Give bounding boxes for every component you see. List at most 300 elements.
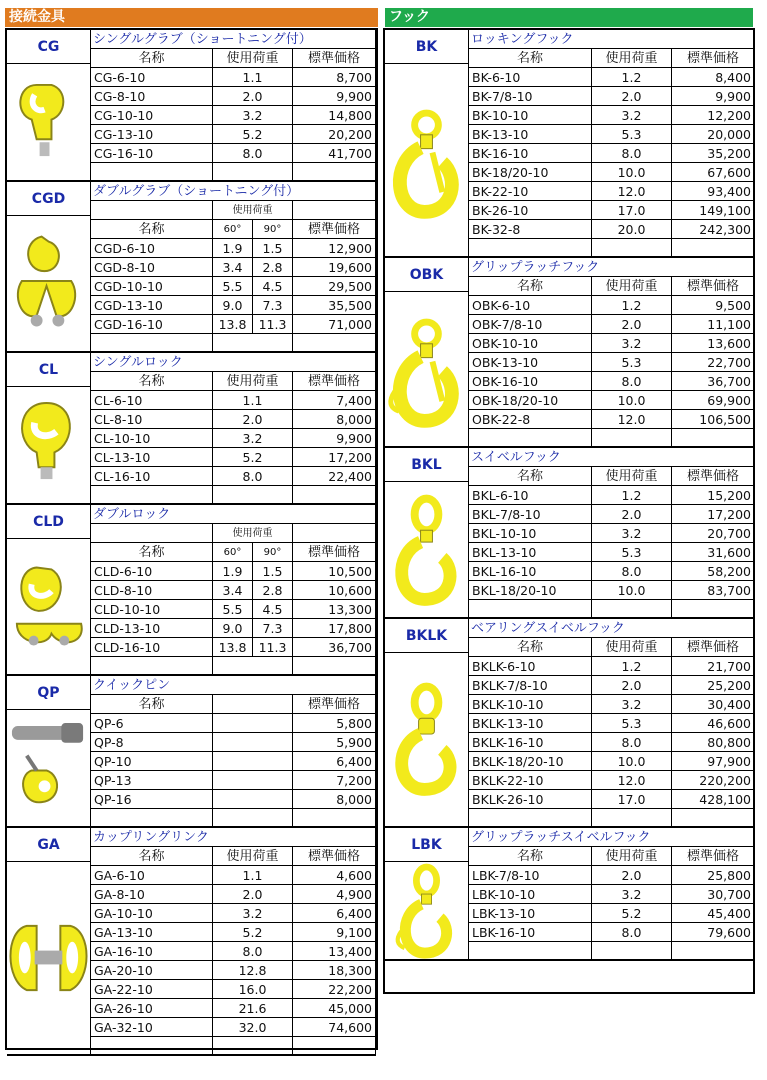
table-row-name: CGD-10-10 <box>91 277 213 296</box>
table-row-price: 9,900 <box>293 87 376 106</box>
table-row-name: BKL-16-10 <box>469 562 592 581</box>
table-row-price: 8,000 <box>293 410 376 429</box>
table-row-price: 17,800 <box>293 619 376 638</box>
table-row-blank <box>293 334 376 353</box>
table-row-name: BKLK-6-10 <box>469 657 592 676</box>
header-name: 名称 <box>91 695 213 714</box>
table-row-name: GA-20-10 <box>91 961 213 980</box>
table-row-blank <box>91 809 213 828</box>
table-row-blank <box>91 163 213 182</box>
table-row-price: 36,700 <box>672 372 755 391</box>
table-row-price: 29,500 <box>293 277 376 296</box>
table-row-price: 106,500 <box>672 410 755 429</box>
header-blank <box>293 201 376 220</box>
table-row-price: 20,000 <box>672 125 755 144</box>
table-row-price: 5,800 <box>293 714 376 733</box>
table-row-name: QP-8 <box>91 733 213 752</box>
table-row-name: CLD-8-10 <box>91 581 213 600</box>
header-load: 使用荷重 <box>213 847 293 866</box>
table-row-blank <box>213 163 293 182</box>
connectors-column <box>5 28 378 1050</box>
table-row-name: OBK-13-10 <box>469 353 592 372</box>
table-row-load: 10.0 <box>592 391 672 410</box>
table-row-load: 12.8 <box>213 961 293 980</box>
table-row-price: 31,600 <box>672 543 755 562</box>
table-row-name: GA-22-10 <box>91 980 213 999</box>
table-row-load: 8.0 <box>213 144 293 163</box>
table-row-name: LBK-13-10 <box>469 904 592 923</box>
table-row-name: CLD-13-10 <box>91 619 213 638</box>
table-row-blank <box>469 809 592 828</box>
product-section-cg <box>7 30 376 182</box>
table-row-price: 12,200 <box>672 106 755 125</box>
header-name: 名称 <box>91 372 213 391</box>
table-row-price: 35,500 <box>293 296 376 315</box>
table-row-blank <box>91 657 213 676</box>
product-section-bkl <box>385 448 753 619</box>
table-row-load: 3.2 <box>213 106 293 125</box>
table-row-price: 10,600 <box>293 581 376 600</box>
table-row-price: 25,800 <box>672 866 755 885</box>
product-section-cld <box>7 505 376 676</box>
table-row-load: 10.0 <box>592 163 672 182</box>
table-row-load-empty <box>213 733 293 752</box>
header-price: 標準価格 <box>293 543 376 562</box>
table-row-blank <box>293 486 376 505</box>
table-row-price: 41,700 <box>293 144 376 163</box>
table-row-name: CL-8-10 <box>91 410 213 429</box>
table-row-price: 25,200 <box>672 676 755 695</box>
table-row-price: 9,900 <box>672 87 755 106</box>
product-section-bk <box>385 30 753 258</box>
table-row-blank <box>213 657 293 676</box>
table-row-load: 17.0 <box>592 790 672 809</box>
table-row-price: 13,400 <box>293 942 376 961</box>
header-load: 使用荷重 <box>592 638 672 657</box>
table-row-load: 1.2 <box>592 657 672 676</box>
table-row-name: BKLK-10-10 <box>469 695 592 714</box>
header-connectors: 接続金具 <box>5 8 378 27</box>
table-row-price: 8,000 <box>293 790 376 809</box>
table-row-name: QP-13 <box>91 771 213 790</box>
table-row-name: OBK-18/20-10 <box>469 391 592 410</box>
product-code: BK <box>385 30 469 64</box>
header-name: 名称 <box>469 638 592 657</box>
header-load: 使用荷重 <box>592 277 672 296</box>
table-row-price: 45,400 <box>672 904 755 923</box>
table-row-load: 1.2 <box>592 68 672 87</box>
table-row-name: OBK-22-8 <box>469 410 592 429</box>
header-blank <box>91 524 213 543</box>
table-row-load-empty <box>213 714 293 733</box>
product-code: BKL <box>385 448 469 482</box>
table-row-name: GA-13-10 <box>91 923 213 942</box>
table-row-name: QP-6 <box>91 714 213 733</box>
table-row-name: BK-16-10 <box>469 144 592 163</box>
table-row-name: BKLK-13-10 <box>469 714 592 733</box>
table-row-price: 5,900 <box>293 733 376 752</box>
header-blank <box>293 524 376 543</box>
table-row-blank <box>672 600 755 619</box>
product-section-lbk <box>385 828 753 961</box>
table-row-load: 3.2 <box>592 334 672 353</box>
table-row-load: 12.0 <box>592 771 672 790</box>
table-row-load: 8.0 <box>592 733 672 752</box>
table-row-load: 3.2 <box>213 904 293 923</box>
table-row-blank <box>672 809 755 828</box>
table-row-load-90: 7.3 <box>253 296 293 315</box>
table-row-name: OBK-7/8-10 <box>469 315 592 334</box>
table-row-name: BK-32-8 <box>469 220 592 239</box>
header-price: 標準価格 <box>293 49 376 68</box>
table-row-load: 32.0 <box>213 1018 293 1037</box>
table-row-price: 12,900 <box>293 239 376 258</box>
table-row-load: 3.2 <box>592 524 672 543</box>
table-row-load: 3.2 <box>592 106 672 125</box>
lock-hook-icon <box>7 387 91 503</box>
table-row-price: 18,300 <box>293 961 376 980</box>
table-row-load-60: 13.8 <box>213 638 253 657</box>
table-row-name: OBK-6-10 <box>469 296 592 315</box>
table-row-name: BKL-7/8-10 <box>469 505 592 524</box>
table-row-price: 22,400 <box>293 467 376 486</box>
table-row-blank <box>469 429 592 448</box>
table-row-price: 242,300 <box>672 220 755 239</box>
table-row-load-60: 9.0 <box>213 296 253 315</box>
header-name: 名称 <box>91 49 213 68</box>
product-section-obk <box>385 258 753 448</box>
double-lock-hook-icon <box>7 539 91 674</box>
table-row-price: 74,600 <box>293 1018 376 1037</box>
table-row-blank <box>469 942 592 961</box>
table-row-name: CGD-6-10 <box>91 239 213 258</box>
table-row-load-90: 4.5 <box>253 277 293 296</box>
table-row-blank <box>672 429 755 448</box>
table-row-name: CG-10-10 <box>91 106 213 125</box>
table-row-price: 11,100 <box>672 315 755 334</box>
table-row-load-90: 2.8 <box>253 258 293 277</box>
product-title: ダブルグラブ（ショートニング付） <box>91 182 376 201</box>
product-title: クイックピン <box>91 676 376 695</box>
table-row-load: 8.0 <box>592 923 672 942</box>
table-row-load: 12.0 <box>592 182 672 201</box>
header-load: 使用荷重 <box>213 49 293 68</box>
table-row-name: BK-13-10 <box>469 125 592 144</box>
table-row-load: 17.0 <box>592 201 672 220</box>
table-row-price: 93,400 <box>672 182 755 201</box>
table-row-name: LBK-16-10 <box>469 923 592 942</box>
table-row-name: CG-16-10 <box>91 144 213 163</box>
header-name: 名称 <box>469 467 592 486</box>
table-row-blank <box>592 809 672 828</box>
table-row-name: QP-10 <box>91 752 213 771</box>
table-row-name: BK-22-10 <box>469 182 592 201</box>
table-row-load: 1.2 <box>592 486 672 505</box>
table-row-price: 22,200 <box>293 980 376 999</box>
table-row-price: 14,800 <box>293 106 376 125</box>
table-row-name: CL-16-10 <box>91 467 213 486</box>
table-row-load: 5.3 <box>592 714 672 733</box>
table-row-blank <box>293 1037 376 1056</box>
table-row-load: 5.2 <box>213 125 293 144</box>
product-section-cgd <box>7 182 376 353</box>
table-row-load: 5.2 <box>213 923 293 942</box>
table-row-load-empty <box>213 771 293 790</box>
product-title: カップリングリンク <box>91 828 376 847</box>
table-row-load-90: 11.3 <box>253 638 293 657</box>
table-row-name: CLD-10-10 <box>91 600 213 619</box>
header-load: 使用荷重 <box>213 524 293 543</box>
table-row-name: CGD-13-10 <box>91 296 213 315</box>
table-row-load-empty <box>213 752 293 771</box>
product-title: ベアリングスイベルフック <box>469 619 755 638</box>
header-price: 標準価格 <box>672 277 755 296</box>
table-row-price: 6,400 <box>293 752 376 771</box>
product-section-qp <box>7 676 376 828</box>
table-row-price: 4,600 <box>293 866 376 885</box>
grab-hook-icon <box>7 64 91 180</box>
table-row-name: GA-10-10 <box>91 904 213 923</box>
table-row-name: QP-16 <box>91 790 213 809</box>
product-section-cl <box>7 353 376 505</box>
table-row-load: 5.3 <box>592 543 672 562</box>
header-price: 標準価格 <box>293 847 376 866</box>
table-row-name: CGD-8-10 <box>91 258 213 277</box>
table-row-price: 220,200 <box>672 771 755 790</box>
product-title: グリップラッチスイベルフック <box>469 828 755 847</box>
product-title: シングルロック <box>91 353 376 372</box>
product-title: グリップラッチフック <box>469 258 755 277</box>
table-row-price: 79,600 <box>672 923 755 942</box>
table-row-load: 1.2 <box>592 296 672 315</box>
table-row-name: BK-26-10 <box>469 201 592 220</box>
table-row-name: BK-10-10 <box>469 106 592 125</box>
table-row-load: 16.0 <box>213 980 293 999</box>
table-row-blank <box>672 239 755 258</box>
header-name: 名称 <box>469 49 592 68</box>
table-row-name: LBK-7/8-10 <box>469 866 592 885</box>
table-row-price: 19,600 <box>293 258 376 277</box>
swivel-hook-icon <box>385 482 469 617</box>
table-row-price: 15,200 <box>672 486 755 505</box>
header-name: 名称 <box>91 543 213 562</box>
header-name: 名称 <box>469 277 592 296</box>
table-row-name: GA-8-10 <box>91 885 213 904</box>
product-code: LBK <box>385 828 469 862</box>
table-row-load-60: 5.5 <box>213 600 253 619</box>
table-row-price: 10,500 <box>293 562 376 581</box>
table-row-price: 80,800 <box>672 733 755 752</box>
table-row-load: 12.0 <box>592 410 672 429</box>
header-load: 使用荷重 <box>592 847 672 866</box>
table-row-load: 2.0 <box>592 315 672 334</box>
table-row-load: 8.0 <box>213 467 293 486</box>
table-row-load: 5.3 <box>592 353 672 372</box>
table-row-name: CL-6-10 <box>91 391 213 410</box>
product-code: OBK <box>385 258 469 292</box>
table-row-load: 2.0 <box>592 676 672 695</box>
table-row-price: 9,500 <box>672 296 755 315</box>
table-row-blank <box>592 600 672 619</box>
table-row-name: GA-16-10 <box>91 942 213 961</box>
table-row-blank <box>592 239 672 258</box>
header-90deg: 90° <box>253 543 293 562</box>
table-row-load: 2.0 <box>592 87 672 106</box>
table-row-load-60: 3.4 <box>213 581 253 600</box>
table-row-blank <box>293 657 376 676</box>
table-row-load-60: 5.5 <box>213 277 253 296</box>
product-code: CG <box>7 30 91 64</box>
table-row-price: 46,600 <box>672 714 755 733</box>
product-code: CL <box>7 353 91 387</box>
table-row-price: 7,200 <box>293 771 376 790</box>
header-price: 標準価格 <box>672 638 755 657</box>
table-row-name: BKLK-7/8-10 <box>469 676 592 695</box>
table-row-load: 2.0 <box>592 505 672 524</box>
table-row-load-90: 11.3 <box>253 315 293 334</box>
table-row-load: 3.2 <box>592 885 672 904</box>
table-row-name: CLD-16-10 <box>91 638 213 657</box>
table-row-blank <box>213 334 293 353</box>
table-row-price: 22,700 <box>672 353 755 372</box>
header-load <box>213 695 293 714</box>
table-row-price: 21,700 <box>672 657 755 676</box>
table-row-load-90: 1.5 <box>253 562 293 581</box>
table-row-load: 5.2 <box>592 904 672 923</box>
table-row-price: 7,400 <box>293 391 376 410</box>
table-row-load-60: 1.9 <box>213 239 253 258</box>
table-row-load: 5.2 <box>213 448 293 467</box>
table-row-name: BKLK-18/20-10 <box>469 752 592 771</box>
table-row-blank <box>213 809 293 828</box>
header-load: 使用荷重 <box>213 372 293 391</box>
header-90deg: 90° <box>253 220 293 239</box>
table-row-price: 30,400 <box>672 695 755 714</box>
table-row-load: 1.1 <box>213 68 293 87</box>
table-row-price: 6,400 <box>293 904 376 923</box>
table-row-price: 149,100 <box>672 201 755 220</box>
table-row-name: BKL-13-10 <box>469 543 592 562</box>
table-row-load-empty <box>213 790 293 809</box>
header-load: 使用荷重 <box>213 201 293 220</box>
table-row-name: BKLK-16-10 <box>469 733 592 752</box>
table-row-price: 20,700 <box>672 524 755 543</box>
table-row-load: 2.0 <box>213 87 293 106</box>
table-row-price: 67,600 <box>672 163 755 182</box>
table-row-price: 9,900 <box>293 429 376 448</box>
header-price: 標準価格 <box>672 467 755 486</box>
locking-hook-icon <box>385 64 469 256</box>
product-section-ga <box>7 828 376 1056</box>
table-row-blank <box>293 809 376 828</box>
table-row-name: CLD-6-10 <box>91 562 213 581</box>
table-row-name: BKL-6-10 <box>469 486 592 505</box>
hooks-column <box>383 28 755 994</box>
table-row-price: 13,600 <box>672 334 755 353</box>
product-title: スイベルフック <box>469 448 755 467</box>
table-row-load: 1.1 <box>213 391 293 410</box>
table-row-name: OBK-16-10 <box>469 372 592 391</box>
product-code: CGD <box>7 182 91 216</box>
table-row-name: GA-6-10 <box>91 866 213 885</box>
table-row-price: 9,100 <box>293 923 376 942</box>
table-row-blank <box>213 1037 293 1056</box>
table-row-price: 35,200 <box>672 144 755 163</box>
product-section-bklk <box>385 619 753 828</box>
table-row-load-90: 7.3 <box>253 619 293 638</box>
table-row-name: CG-13-10 <box>91 125 213 144</box>
header-load: 使用荷重 <box>592 467 672 486</box>
table-row-price: 36,700 <box>293 638 376 657</box>
table-row-price: 97,900 <box>672 752 755 771</box>
table-row-load: 8.0 <box>213 942 293 961</box>
table-row-name: BK-6-10 <box>469 68 592 87</box>
table-row-blank <box>469 600 592 619</box>
coupling-link-icon <box>7 862 91 1054</box>
header-price: 標準価格 <box>672 847 755 866</box>
table-row-name: CL-10-10 <box>91 429 213 448</box>
table-row-load: 8.0 <box>592 372 672 391</box>
table-row-name: CG-8-10 <box>91 87 213 106</box>
table-row-name: BK-7/8-10 <box>469 87 592 106</box>
table-row-load: 8.0 <box>592 562 672 581</box>
product-code: QP <box>7 676 91 710</box>
table-row-price: 8,700 <box>293 68 376 87</box>
table-row-load-90: 2.8 <box>253 581 293 600</box>
table-row-blank <box>213 486 293 505</box>
table-row-price: 13,300 <box>293 600 376 619</box>
table-row-load: 2.0 <box>213 885 293 904</box>
table-row-load-60: 13.8 <box>213 315 253 334</box>
table-row-name: CGD-16-10 <box>91 315 213 334</box>
table-row-load: 20.0 <box>592 220 672 239</box>
grip-latch-swivel-hook-icon <box>385 862 469 959</box>
table-row-load-90: 4.5 <box>253 600 293 619</box>
table-row-name: GA-26-10 <box>91 999 213 1018</box>
table-row-price: 30,700 <box>672 885 755 904</box>
table-row-load-90: 1.5 <box>253 239 293 258</box>
table-row-load: 8.0 <box>592 144 672 163</box>
table-row-name: CL-13-10 <box>91 448 213 467</box>
table-row-load: 1.1 <box>213 866 293 885</box>
double-grab-hook-icon <box>7 216 91 351</box>
table-row-name: BKL-10-10 <box>469 524 592 543</box>
table-row-price: 428,100 <box>672 790 755 809</box>
header-name: 名称 <box>91 847 213 866</box>
header-price: 標準価格 <box>293 220 376 239</box>
table-row-blank <box>91 334 213 353</box>
table-row-blank <box>592 942 672 961</box>
table-row-name: BKL-18/20-10 <box>469 581 592 600</box>
table-row-name: CG-6-10 <box>91 68 213 87</box>
product-code: GA <box>7 828 91 862</box>
table-row-load: 21.6 <box>213 999 293 1018</box>
table-row-load-60: 9.0 <box>213 619 253 638</box>
table-row-load: 2.0 <box>592 866 672 885</box>
bearing-swivel-hook-icon <box>385 653 469 826</box>
table-row-price: 4,900 <box>293 885 376 904</box>
table-row-name: BK-18/20-10 <box>469 163 592 182</box>
table-row-name: BKLK-26-10 <box>469 790 592 809</box>
table-row-price: 17,200 <box>672 505 755 524</box>
product-code: CLD <box>7 505 91 539</box>
table-row-price: 8,400 <box>672 68 755 87</box>
header-60deg: 60° <box>213 543 253 562</box>
product-title: ロッキングフック <box>469 30 755 49</box>
table-row-blank <box>672 942 755 961</box>
table-row-blank <box>592 429 672 448</box>
table-row-price: 20,200 <box>293 125 376 144</box>
